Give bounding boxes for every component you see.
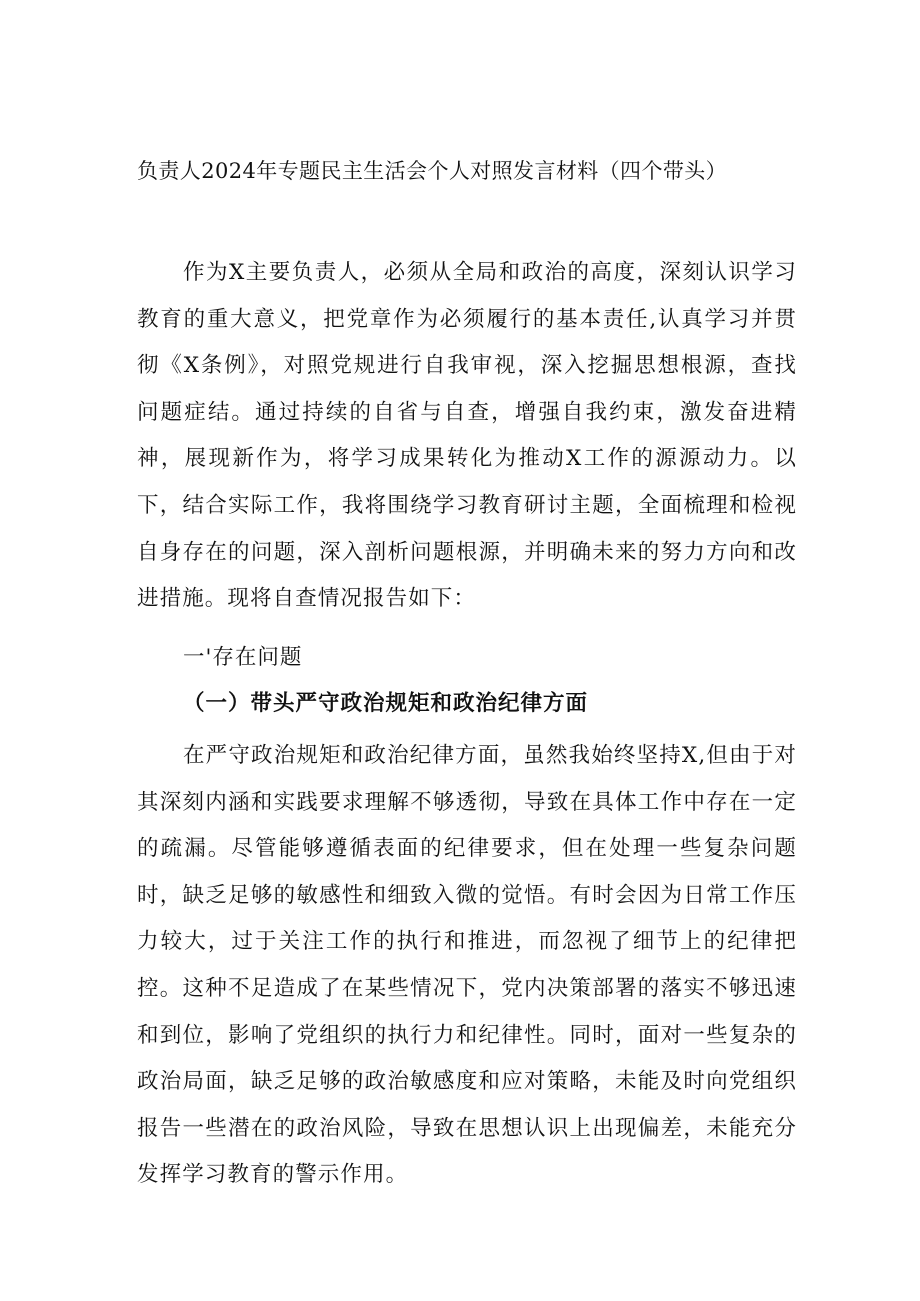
- body-paragraph: 在严守政治规矩和政治纪律方面，虽然我始终坚持X,但由于对其深刻内涵和实践要求理解不够透彻，导致在具体工作中存在一定的疏漏。尽管能够遵循表面的纪律要求，但在处理一些复杂问题时，缺乏足够的敏感性和细致入微的觉悟。有时会因为日常工作压力较大，过于关注工作的执行和推进，而忽视了细节上的纪律把控。这种不足造成了在某些情况下，党内决策部署的落实不够迅速和到位，影响了党组织的执行力和纪律性。同时，面对一些复杂的政治局面，缺乏足够的政治敏感度和应对策略，未能及时向党组织报告一些潜在的政治风险，导致在思想认识上出现偏差，未能充分发挥学习教育的警示作用。: [137, 743, 797, 1188]
- intro-paragraph: 作为X主要负责人，必须从全局和政治的高度，深刻认识学习教育的重大意义，把党章作为必须履行的基本责任,认真学习并贯彻《X条例》，对照党规进行自我审视，深入挖掘思想根源，查找问题症结。通过持续的自省与自查，增强自我约束，激发奋进精神，展现新作为，将学习成果转化为推动X工作的源源动力。以下，结合实际工作，我将围绕学习教育研讨主题，全面梳理和检视自身存在的问题，深入剖析问题根源，并明确未来的努力方向和改进措施。现将自查情况报告如下：: [137, 260, 797, 612]
- sub-heading-political-discipline: （一）带头严守政治规矩和政治纪律方面: [183, 691, 589, 716]
- section-heading-problems: 一'存在问题: [183, 645, 303, 670]
- document-title: 负责人2024年专题民主生活会个人对照发言材料（四个带头）: [137, 159, 728, 183]
